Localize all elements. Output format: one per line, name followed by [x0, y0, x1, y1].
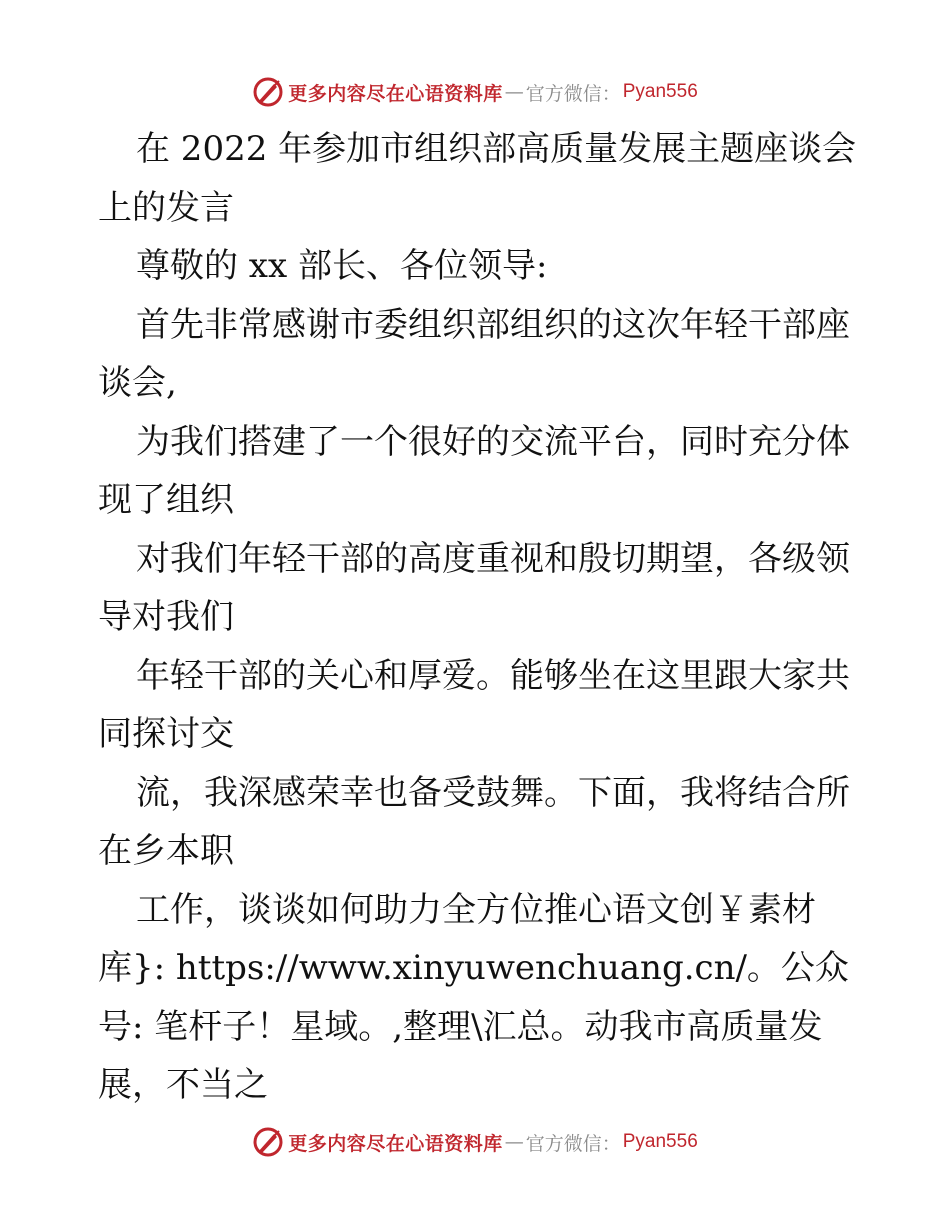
text-line: 展，不当之 [98, 1065, 268, 1105]
text-line: 现了组织 [98, 480, 234, 520]
banner-label: 官方微信： [525, 82, 621, 105]
text-line: 同探讨交 [98, 714, 234, 754]
text-line: 号: 笔杆子！星域。,整理\汇总。动我市高质量发 [98, 1006, 823, 1047]
footer-banner [0, 1122, 950, 1162]
text-line: 导对我们 [98, 597, 234, 637]
text-line: 尊敬的 xx 部长、各位领导: [136, 246, 548, 286]
banner-site-text: 更多内容尽在心语资料库 [288, 82, 503, 105]
banner-dash: — [504, 81, 524, 103]
text-line: 工作，谈谈如何助力全方位推心语文创￥素材 [136, 889, 816, 930]
banner-dash: — [504, 1131, 524, 1153]
text-line: 在乡本职 [98, 831, 234, 871]
text-line: 年轻干部的关心和厚爱。能够坐在这里跟大家共 [136, 655, 850, 696]
text-line: 库}: https://www.xinyuwenchuang.cn/。公众 [98, 948, 849, 988]
banner-wechat-id: Pyan556 [622, 1131, 698, 1152]
document-body [98, 120, 858, 1115]
text-line: 对我们年轻干部的高度重视和殷切期望，各级领 [136, 538, 850, 579]
header-banner [0, 72, 950, 112]
text-line: 首先非常感谢市委组织部组织的这次年轻干部座 [136, 304, 850, 345]
banner-site-text: 更多内容尽在心语资料库 [288, 1132, 503, 1155]
banner-wechat-id: Pyan556 [622, 81, 698, 102]
quill-circle-icon [252, 1126, 284, 1158]
text-line: 流，我深感荣幸也备受鼓舞。下面，我将结合所 [136, 772, 850, 813]
quill-circle-icon [252, 76, 284, 108]
text-line: 为我们搭建了一个很好的交流平台，同时充分体 [136, 421, 850, 462]
text-line: 谈会, [98, 363, 177, 403]
text-line: 上的发言 [98, 187, 234, 228]
banner-label: 官方微信： [525, 1132, 621, 1155]
text-line: 在 2022 年参加市组织部高质量发展主题座谈会 [136, 129, 857, 169]
